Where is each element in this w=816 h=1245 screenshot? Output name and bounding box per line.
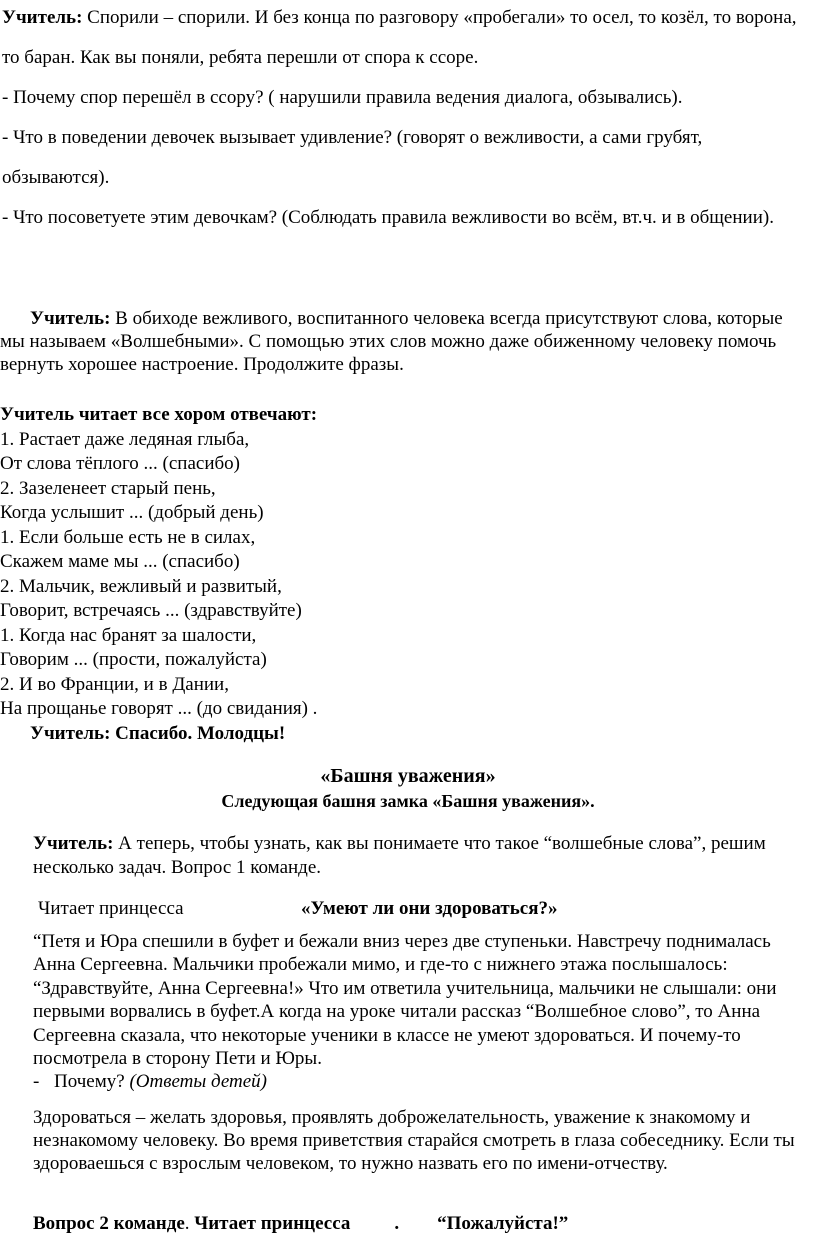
story-paragraph: “Петя и Юра спешили в буфет и бежали вниз через две ступеньки. Навстречу поднималась Анна Сергеевна. Мальчики пробежали мимо, и где-то с нижнего этажа послышалось: “Здравствуйте, Анна Сергеевна!» Что им ответила учительница, мальчики не слышали: они первыми ворвались в буфет.А когда на уроке читали рассказ “Волшебное слово”, то Анна Сергеевна сказала, что некоторые ученики в классе не умеют здороваться. И почему-то посмотрела в сторону Пети и Юры. [33,931,777,1070]
verse-line [0,526,800,551]
question-2-dot: . [184,1213,190,1234]
explain-section [33,1106,813,1176]
verse-number: 1. [0,526,19,548]
magic-words-section [0,307,800,376]
why-dash: - [33,1071,40,1093]
verse-answer: От слова тёплого ... (спасибо) [0,453,241,474]
verse-number: 1. [0,428,19,450]
verse-text: Растает даже ледяная глыба, [19,428,250,450]
tower-heading [0,764,816,813]
tower-subtitle [0,789,816,813]
question-2: - Что в поведении девочек вызывает удивление? (говорят о вежливости, а сами грубят, обзываются). [2,127,703,188]
verse-text: Зазеленеет старый пень, [19,477,216,499]
magic-words-paragraph [0,307,800,376]
tower-subtitle-text: Следующая башня замка «Башня уважения». [221,791,595,811]
teacher-label: Учитель: [2,7,83,28]
tower-title [0,764,816,789]
verse-6 [0,673,800,722]
verse-line [0,477,800,502]
teacher-label: Учитель: [33,833,114,854]
teacher-label: Учитель: [30,308,111,329]
question-3: - Что посоветуете этим девочкам? (Соблюдать правила вежливости во всём, вт.ч. и в общении). [2,207,774,228]
chorus-heading-text: Учитель читает все хором отвечают: [0,404,318,425]
verse-answer: Говорим ... (прости, пожалуйста) [0,649,267,670]
chorus-section [0,403,800,746]
verse-text: Когда нас бранят за шалости, [19,624,257,646]
verse-4 [0,575,800,624]
verse-3 [0,526,800,575]
question-1-title: «Умеют ли они здороваться?» [301,898,558,919]
question-1-line [38,897,798,920]
intro-section [0,0,814,238]
chorus-closing-text: Учитель: Спасибо. Молодцы! [30,722,286,744]
verse-line [0,624,800,649]
question-2-title: “Пожалуйста!” [437,1213,569,1234]
tower-title-text: «Башня уважения» [320,765,496,787]
verse-number: 2. [0,673,19,695]
question-2-reads: Читает принцесса [194,1213,351,1234]
tower-teacher-section [33,832,793,880]
verse-1 [0,428,800,477]
verse-line [0,575,800,600]
verse-answer: Говорит, встречаясь ... (здравствуйте) [0,600,302,621]
verse-number: 2. [0,477,19,499]
verse-answer: Скажем маме мы ... (спасибо) [0,551,240,572]
why-question: Почему? [54,1071,125,1093]
chorus-heading [0,403,800,428]
intro-paragraph [0,0,814,78]
verse-2 [0,477,800,526]
question-1-header [38,897,798,920]
verse-5 [0,624,800,673]
story-section [33,930,803,1093]
tower-teacher-text: А теперь, чтобы узнать, как вы понимаете что такое “волшебные слова”, решим несколько задач. Вопрос 1 команде. [33,833,766,878]
explain-paragraph: Здороваться – желать здоровья, проявлять доброжелательность, уважение к знакомому и незнакомому человеку. Во время приветствия старайся смотреть в глаза собеседнику. Если ты здороваешься с взрослым человеком, то нужно назвать его по имени-отчеству. [33,1107,795,1175]
intro-text: Спорили – спорили. И без конца по разговору «пробегали» то осел, то козёл, то ворона, то баран. Как вы поняли, ребята перешли от спора к ссоре. [2,7,797,68]
magic-words-text: В обиходе вежливого, воспитанного человека всегда присутствуют слова, которые мы называем «Волшебными». С помощью этих слов можно даже обиженному человеку помочь вернуть хорошее настроение. Продолжите фразы. [0,308,783,375]
tower-teacher-paragraph [33,832,793,880]
verse-text: Если больше есть не в силах, [19,526,256,548]
verse-answer: Когда услышит ... (добрый день) [0,502,264,523]
verse-number: 2. [0,575,19,597]
princess-reads: Читает принцесса [38,898,184,919]
question-2-prefix: Вопрос 2 команде [33,1213,185,1234]
question-2-header [33,1212,813,1235]
verse-line [0,428,800,453]
chorus-closing [0,722,800,747]
verse-answer: На прощанье говорят ... (до свидания) . [0,698,318,719]
verse-number: 1. [0,624,19,646]
verse-text: Мальчик, вежливый и развитый, [19,575,282,597]
verse-text: И во Франции, и в Дании, [19,673,229,695]
why-answers: (Ответы детей) [129,1071,267,1093]
question-2-line [33,1212,813,1235]
why-line [33,1070,803,1093]
question-2-dot2: . [394,1213,400,1234]
question-1: - Почему спор перешёл в ссору? ( нарушили правила ведения диалога, обзывались). [2,87,683,108]
verse-line [0,673,800,698]
